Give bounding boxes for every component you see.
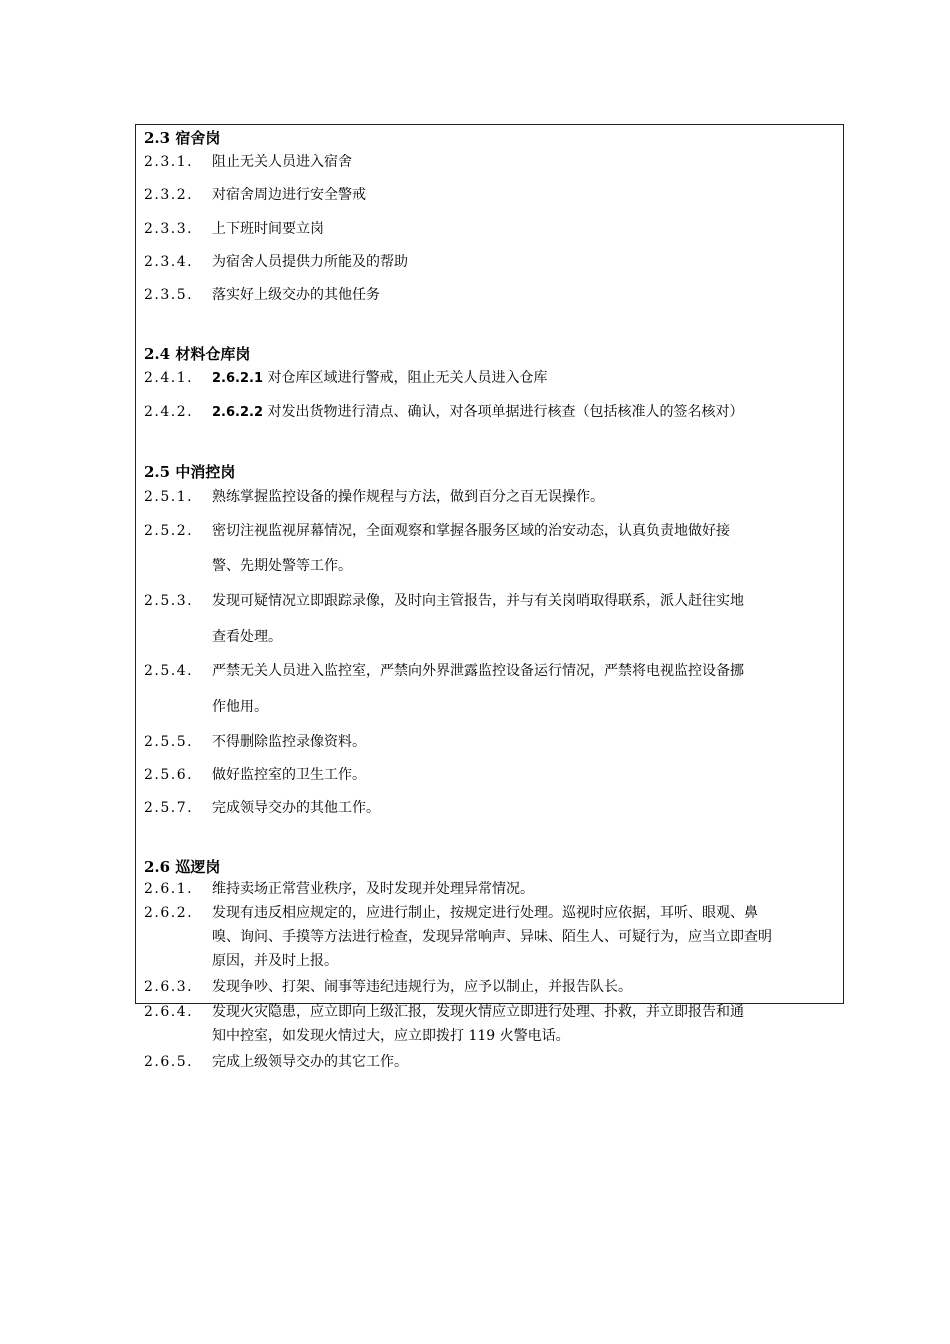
list-item-text: 上下班时间要立岗 (212, 221, 324, 237)
list-item-text: 为宿舍人员提供力所能及的帮助 (212, 254, 408, 270)
list-item: 2.4.2. (144, 404, 194, 420)
list-item-text: 2.6.2.2 对发出货物进行清点、确认，对各项单据进行核查（包括核准人的签名核对） (212, 404, 744, 420)
list-item-text: 完成领导交办的其他工作。 (212, 800, 380, 816)
list-item: 2.3.1. (144, 154, 194, 170)
list-item-text: 发现有违反相应规定的，应进行制止，按规定进行处理。巡视时应依据，耳听、眼观、鼻 (212, 905, 758, 921)
section-heading-patrol: 2.6 巡逻岗 (144, 858, 221, 876)
list-item-text: 落实好上级交办的其他任务 (212, 287, 380, 303)
list-item-text: 做好监控室的卫生工作。 (212, 767, 366, 783)
list-item: 2.5.5. (144, 734, 194, 750)
list-item-text-cont: 警、先期处警等工作。 (212, 558, 352, 574)
list-item-text-cont: 知中控室，如发现火情过大，应立即拨打 119 火警电话。 (212, 1028, 570, 1044)
section-heading-control-room: 2.5 中消控岗 (144, 463, 236, 481)
list-item: 2.6.1. (144, 881, 194, 897)
list-item-text-cont: 嗅、询问、手摸等方法进行检查，发现异常响声、异味、陌生人、可疑行为，应当立即查明 (212, 929, 772, 945)
list-item: 2.6.3. (144, 979, 194, 995)
list-item: 2.3.4. (144, 254, 194, 270)
list-item-text: 阻止无关人员进入宿舍 (212, 154, 352, 170)
list-item-text: 发现火灾隐患，应立即向上级汇报，发现火情应立即进行处理、扑救，并立即报告和通 (212, 1004, 744, 1020)
list-item-text: 不得删除监控录像资料。 (212, 734, 366, 750)
list-item-text: 发现争吵、打架、闹事等违纪违规行为，应予以制止，并报告队长。 (212, 979, 632, 995)
list-item: 2.5.3. (144, 593, 194, 609)
list-item-text: 密切注视监视屏幕情况，全面观察和掌握各服务区域的治安动态，认真负责地做好接 (212, 523, 730, 539)
list-item-text: 对宿舍周边进行安全警戒 (212, 187, 366, 203)
list-item: 2.3.2. (144, 187, 194, 203)
list-item-text-cont: 原因，并及时上报。 (212, 953, 338, 969)
list-item: 2.5.4. (144, 663, 194, 679)
list-item: 2.5.2. (144, 523, 194, 539)
list-item: 2.6.4. (144, 1004, 194, 1020)
list-item: 2.5.6. (144, 767, 194, 783)
list-item-text-cont: 查看处理。 (212, 629, 282, 645)
list-item: 2.4.1. (144, 370, 194, 386)
list-item-text-cont: 作他用。 (212, 699, 268, 715)
list-item: 2.6.5. (144, 1054, 194, 1070)
list-item: 2.5.1. (144, 489, 194, 505)
list-item: 2.6.2. (144, 905, 194, 921)
list-item-text: 完成上级领导交办的其它工作。 (212, 1054, 408, 1070)
list-item: 2.5.7. (144, 800, 194, 816)
section-heading-dormitory: 2.3 宿舍岗 (144, 129, 221, 147)
list-item: 2.3.3. (144, 221, 194, 237)
list-item-text: 发现可疑情况立即跟踪录像，及时向主管报告，并与有关岗哨取得联系，派人赶往实地 (212, 593, 744, 609)
list-item-text: 2.6.2.1 对仓库区域进行警戒，阻止无关人员进入仓库 (212, 370, 548, 386)
list-item-text: 严禁无关人员进入监控室，严禁向外界泄露监控设备运行情况，严禁将电视监控设备挪 (212, 663, 744, 679)
list-item-text: 熟练掌握监控设备的操作规程与方法，做到百分之百无误操作。 (212, 489, 604, 505)
section-heading-warehouse: 2.4 材料仓库岗 (144, 345, 251, 363)
list-item: 2.3.5. (144, 287, 194, 303)
list-item-text: 维持卖场正常营业秩序，及时发现并处理异常情况。 (212, 881, 534, 897)
